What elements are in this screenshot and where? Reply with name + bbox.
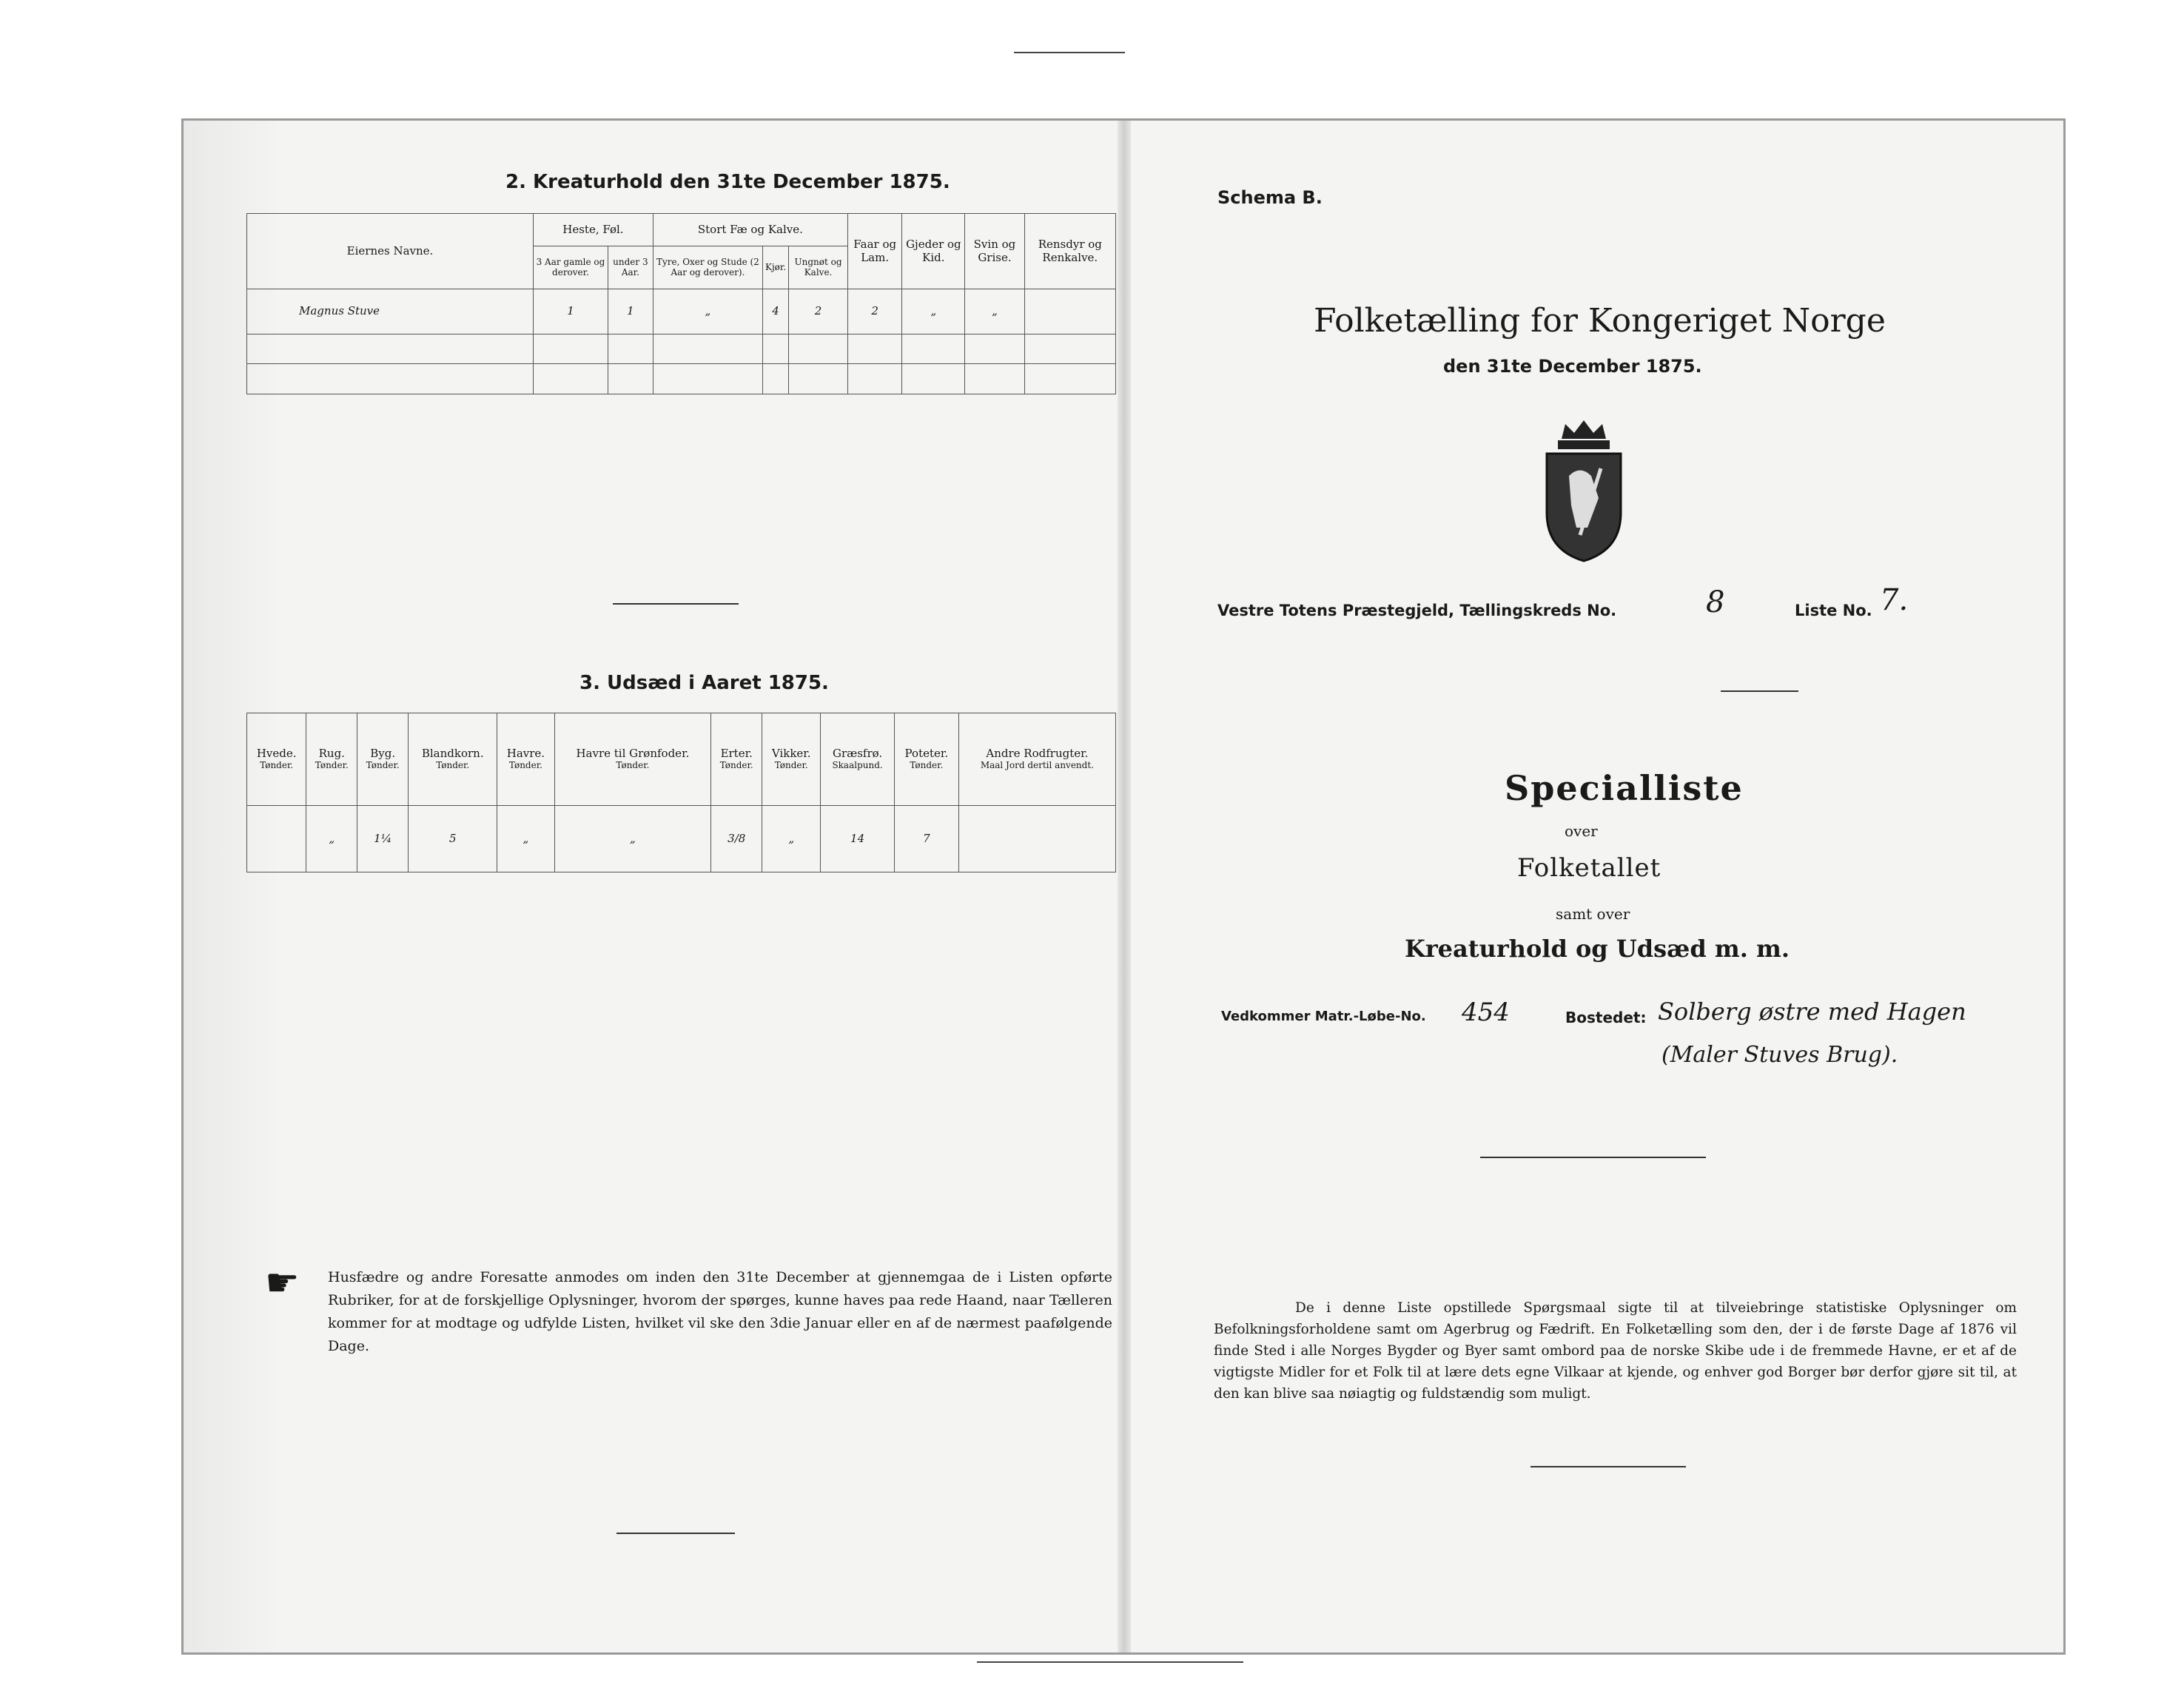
empty-cell [965, 334, 1024, 364]
bostedet-value: Solberg østre med Hagen [1658, 998, 1966, 1026]
seed-col-unit: Tønder. [616, 759, 650, 770]
seed-col-header [894, 713, 958, 806]
intro-paragraph: De i denne Liste opstillede Spørgsmaal sigte til at tilveiebringe statistiske Oplysninger om Befolkningsforholdene samt om Agerbrug og Fædrift. En Folketælling som den, der i de første Dage af 1876 vil finde Sted i alle Norges Bygder og Byer samt ombord paa de norske Skibe ude i de fremmede Havne, er et af de vigtigste Midler for et Folk til at lære dets egne Vilkaar at kjende, og enhver god Borger bør derfor gjøre sit til, at den kan blive saa nøiagtig og fuldstændig som muligt. [1214, 1300, 2017, 1402]
seed-value-cell [958, 806, 1115, 872]
col-heste: Heste, Føl. [534, 214, 653, 246]
col-rensdyr: Rensdyr og Renkalve. [1024, 214, 1115, 289]
livestock-table [246, 213, 1116, 394]
empty-cell [608, 334, 653, 364]
census-sheet [181, 118, 2066, 1655]
divider [1721, 690, 1798, 692]
specialliste-title: Specialliste [1505, 768, 1744, 808]
seed-col-header [711, 713, 762, 806]
stort-c-cell: 2 [789, 289, 848, 334]
heste-b-cell: 1 [608, 289, 653, 334]
gjeder-cell: „ [902, 289, 965, 334]
samt-over-label: samt over [1556, 905, 1630, 923]
col-stort-b: Kjør. [763, 246, 789, 289]
empty-cell [902, 364, 965, 394]
bostedet-label: Bostedet: [1565, 1009, 1647, 1026]
seed-value-cell: 5 [409, 806, 497, 872]
seed-col-header [821, 713, 895, 806]
rensdyr-cell [1024, 289, 1115, 334]
seed-col-unit: Skaalpund. [832, 759, 883, 770]
seed-col-name: Hvede. [256, 747, 297, 761]
seed-col-name: Erter. [720, 747, 753, 761]
col-faar: Faar og Lam. [847, 214, 901, 289]
seed-col-header [357, 713, 409, 806]
section3-heading: 3. Udsæd i Aaret 1875. [579, 672, 829, 694]
bottom-scan-mark [977, 1661, 1243, 1663]
seed-col-header [762, 713, 821, 806]
matr-label: Vedkommer Matr.-Løbe-No. [1221, 1009, 1426, 1024]
seed-table [246, 713, 1116, 872]
empty-cell [534, 364, 608, 394]
seed-col-name: Havre. [506, 747, 545, 761]
col-stort: Stort Fæ og Kalve. [653, 214, 847, 246]
svin-cell: „ [965, 289, 1024, 334]
seed-col-name: Havre til Grønfoder. [576, 747, 690, 761]
prestegjeld-name: Vestre Totens [1217, 602, 1337, 619]
seed-col-header [306, 713, 357, 806]
seed-value-cell [247, 806, 306, 872]
seed-col-unit: Tønder. [508, 759, 542, 770]
empty-cell [847, 334, 901, 364]
kreds-value: 8 [1706, 585, 1725, 619]
divider [1480, 1157, 1706, 1158]
empty-cell [1024, 334, 1115, 364]
empty-cell [789, 364, 848, 394]
section2-heading: 2. Kreaturhold den 31te December 1875. [505, 171, 950, 193]
seed-value-cell: 1¼ [357, 806, 409, 872]
col-stort-c: Ungnøt og Kalve. [789, 246, 848, 289]
seed-value-cell: 3/8 [711, 806, 762, 872]
matr-value: 454 [1462, 998, 1510, 1027]
left-page [184, 121, 1125, 1652]
faar-cell: 2 [847, 289, 901, 334]
seed-col-unit: Tønder. [366, 759, 400, 770]
empty-cell [534, 334, 608, 364]
seed-col-unit: Tønder. [260, 759, 294, 770]
empty-cell [965, 364, 1024, 394]
seed-value-cell: „ [554, 806, 711, 872]
seed-col-name: Andre Rodfrugter. [986, 747, 1089, 761]
empty-cell [247, 364, 534, 394]
seed-col-name: Græsfrø. [832, 747, 883, 761]
empty-cell [902, 334, 965, 364]
norway-coat-of-arms-icon [1536, 417, 1632, 565]
top-scan-mark [1014, 52, 1125, 53]
seed-col-header [958, 713, 1115, 806]
col-gjeder: Gjeder og Kid. [902, 214, 965, 289]
seed-value-cell: 14 [821, 806, 895, 872]
right-bottom-rule [1531, 1466, 1686, 1467]
stort-b-cell: 4 [763, 289, 789, 334]
seed-col-unit: Tønder. [910, 759, 944, 770]
census-title: Folketælling for Kongeriget Norge [1314, 302, 1886, 340]
empty-cell [247, 334, 534, 364]
col-svin: Svin og Grise. [965, 214, 1024, 289]
seed-col-unit: Tønder. [774, 759, 808, 770]
seed-col-name: Blandkorn. [421, 747, 484, 761]
divider [613, 603, 739, 605]
seed-col-header [409, 713, 497, 806]
owner-cell: Magnus Stuve [247, 289, 534, 334]
col-heste-b: under 3 Aar. [608, 246, 653, 289]
right-page [1125, 121, 2063, 1652]
kreds-label: Tællingskreds No. [1459, 602, 1617, 619]
seed-value-cell: „ [497, 806, 554, 872]
prestegjeld-label: Præstegjeld, [1342, 602, 1455, 619]
over-label: over [1565, 822, 1598, 840]
col-heste-a: 3 Aar gamle og derover. [534, 246, 608, 289]
empty-cell [608, 364, 653, 394]
seed-col-unit: Tønder. [315, 759, 349, 770]
seed-col-name: Vikker. [771, 747, 811, 761]
notice-text: Husfædre og andre Foresatte anmodes om inden den 31te December at gjennemgaa de i Listen opførte Rubriker, for at de forskjellige Oplysninger, hvorom der spørges, kunne haves paa rede Haand, naar Tælleren kommer for at modtage og udfylde Listen, hvilket vil ske den 3die Januar eller en af de nærmest paafølgende Dage. [328, 1269, 1112, 1354]
liste-value: 7. [1880, 583, 1909, 617]
folketallet-title: Folketallet [1517, 853, 1661, 883]
seed-col-name: Byg. [370, 747, 396, 761]
seed-col-unit: Tønder. [436, 759, 470, 770]
seed-value-cell: „ [306, 806, 357, 872]
left-bottom-rule [616, 1533, 735, 1534]
empty-cell [763, 334, 789, 364]
liste-label: Liste No. [1795, 602, 1872, 619]
seed-value-cell: 7 [894, 806, 958, 872]
kreaturhold-title: Kreaturhold og Udsæd m. m. [1405, 935, 1790, 963]
bostedet-note: (Maler Stuves Brug). [1661, 1042, 1898, 1068]
empty-cell [653, 334, 762, 364]
pointing-hand-icon: ☛ [265, 1261, 300, 1305]
seed-col-name: Rug. [318, 747, 345, 761]
seed-col-unit: Maal Jord dertil anvendt. [980, 759, 1094, 770]
stort-a-cell: „ [653, 289, 762, 334]
empty-cell [1024, 364, 1115, 394]
seed-col-header [554, 713, 711, 806]
census-date: den 31te December 1875. [1443, 356, 1702, 377]
seed-value-cell: „ [762, 806, 821, 872]
seed-col-header [247, 713, 306, 806]
schema-label: Schema B. [1217, 187, 1323, 208]
prestegjeld-line [1217, 602, 1616, 619]
seed-col-unit: Tønder. [719, 759, 753, 770]
seed-col-header [497, 713, 554, 806]
empty-cell [763, 364, 789, 394]
col-owner: Eiernes Navne. [247, 214, 534, 289]
empty-cell [847, 364, 901, 394]
seed-col-name: Poteter. [904, 747, 949, 761]
empty-cell [653, 364, 762, 394]
col-stort-a: Tyre, Oxer og Stude (2 Aar og derover). [653, 246, 762, 289]
empty-cell [789, 334, 848, 364]
heste-a-cell: 1 [534, 289, 608, 334]
